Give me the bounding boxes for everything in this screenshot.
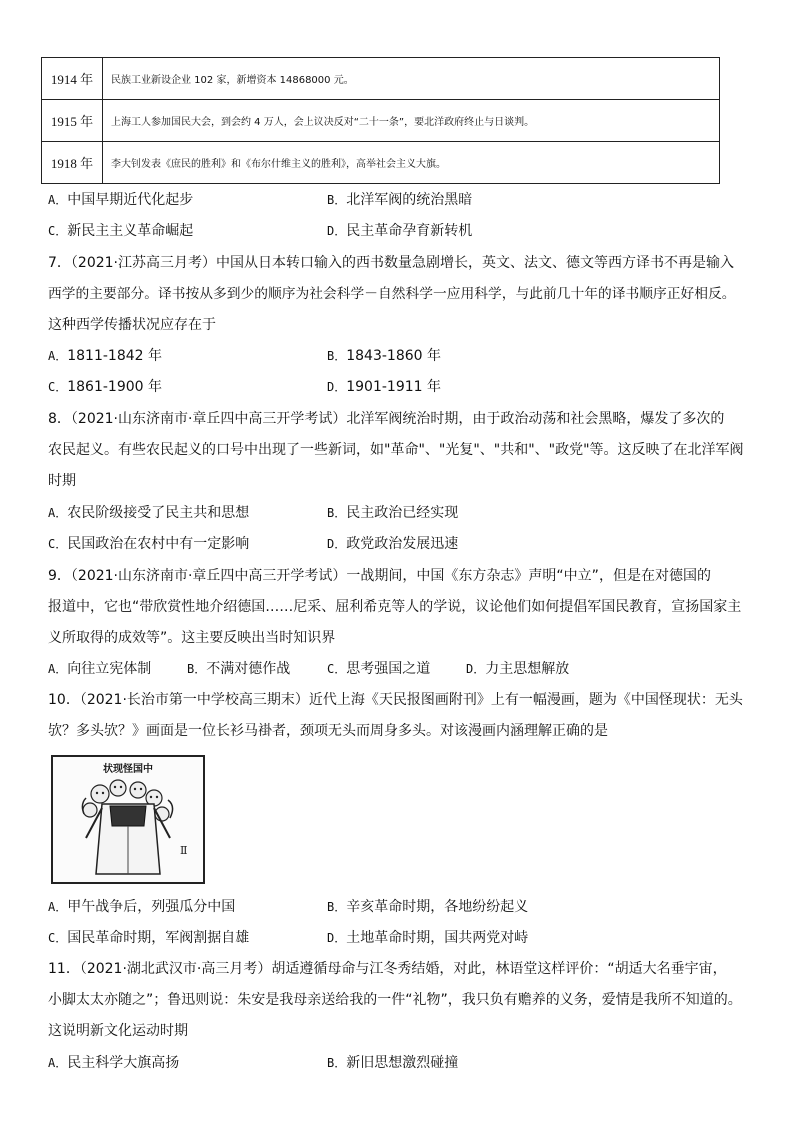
option-text: 中国早期近代化起步	[67, 192, 194, 208]
option-label: B．	[327, 193, 347, 207]
option-text: 不满对德作战	[206, 661, 291, 677]
option-text: 农民阶级接受了民主共和思想	[67, 505, 250, 521]
q7-stem-line1: 7．（2021·江苏高三月考）中国从日本转口输入的西书数量急剧增长，英文、法文、德文等西方译书不再是输入	[48, 255, 734, 271]
q10-option-c[interactable]	[48, 928, 249, 948]
cartoon-drawing	[50, 754, 206, 885]
table-year: 1915 年	[42, 100, 103, 142]
q7-stem-line3: 这种西学传播状况应存在于	[48, 317, 216, 333]
svg-text:Ⅱ: Ⅱ	[180, 844, 188, 857]
q9-stem-line1: 9．（2021·山东济南市·章丘四中高三开学考试）一战期间，中国《东方杂志》声明“中立”，但是在对德国的	[48, 568, 711, 584]
option-text: 1861-1900 年	[67, 379, 162, 395]
table-row	[42, 142, 720, 184]
q8-stem-line3: 时期	[48, 473, 76, 489]
option-label: A．	[48, 193, 68, 207]
table-row	[42, 58, 720, 100]
option-label: C．	[48, 931, 68, 945]
q8-option-b[interactable]	[327, 503, 458, 523]
table-year: 1918 年	[42, 142, 103, 184]
option-text: 国民革命时期，军阀割据自雄	[67, 930, 250, 946]
option-label: A．	[48, 662, 68, 676]
option-text: 土地革命时期，国共两党对峙	[346, 930, 529, 946]
q9-option-a[interactable]	[48, 659, 151, 679]
q8-stem-line1: 8．（2021·山东济南市·章丘四中高三开学考试）北洋军阀统治时期，由于政治动荡和社会黑略，爆发了多次的	[48, 411, 725, 427]
q7-option-d[interactable]	[327, 377, 441, 397]
option-text: 政党政治发展迅速	[346, 536, 459, 552]
option-text: 新民主主义革命崛起	[67, 223, 194, 239]
q6-option-d[interactable]	[327, 221, 472, 241]
q11-stem-line1: 11．（2021·湖北武汉市·高三月考）胡适遵循母命与江冬秀结婚，对此，林语堂这样评价：“胡适大名垂宇宙，	[48, 961, 727, 977]
table-year: 1914 年	[42, 58, 103, 100]
q11-stem-line2: 小脚太太亦随之”；鲁迅则说：朱安是我母亲送给我的一件“礼物”，我只负有赡养的义务，爱情是我所不知道的。	[48, 992, 742, 1008]
q10-option-b[interactable]	[327, 897, 528, 917]
option-text: 民国政治在农村中有一定影响	[67, 536, 250, 552]
q7-option-c[interactable]	[48, 377, 162, 397]
option-text: 甲午战争后，列强瓜分中国	[67, 899, 236, 915]
option-label: D．	[466, 662, 486, 676]
option-label: B．	[187, 662, 207, 676]
option-text: 北洋军阀的统治黑暗	[346, 192, 473, 208]
option-label: D．	[327, 380, 347, 394]
events-table	[41, 57, 720, 184]
table-text: 上海工人参加国民大会，到会约 4 万人，会上议决反对“二十一条”，要北洋政府终止与日谈判。	[103, 100, 720, 142]
option-text: 辛亥革命时期，各地纷纷起义	[346, 899, 529, 915]
q9-stem-line3: 义所取得的成效等”。这主要反映出当时知识界	[48, 630, 336, 646]
option-label: A．	[48, 349, 68, 363]
q10-option-a[interactable]	[48, 897, 235, 917]
option-label: C．	[327, 662, 347, 676]
option-label: B．	[327, 506, 347, 520]
q11-stem-line3: 这说明新文化运动时期	[48, 1023, 188, 1039]
option-label: B．	[327, 349, 347, 363]
q9-option-b[interactable]	[187, 659, 290, 679]
q8-option-a[interactable]	[48, 503, 249, 523]
q6-option-c[interactable]	[48, 221, 193, 241]
cartoon-image	[50, 754, 206, 885]
cartoon-caption: 状现怪国中	[103, 764, 153, 775]
q9-stem-line2: 报道中，它也“带欣赏性地介绍德国……尼采、屈利希克等人的学说，议论他们如何提倡军国民教育，宣扬国家主	[48, 599, 742, 615]
option-text: 1811-1842 年	[67, 348, 162, 364]
option-label: C．	[48, 380, 68, 394]
q8-stem-line2: 农民起义。有些农民起义的口号中出现了一些新词，如"革命"、"光复"、"共和"、"政党"等。这反映了在北洋军阀	[48, 442, 744, 458]
option-text: 民主科学大旗高扬	[67, 1055, 180, 1071]
q10-option-d[interactable]	[327, 928, 528, 948]
q7-option-a[interactable]	[48, 346, 162, 366]
q9-option-d[interactable]	[466, 659, 569, 679]
option-label: D．	[327, 224, 347, 238]
option-text: 民主革命孕育新转机	[346, 223, 473, 239]
option-text: 力主思想解放	[485, 661, 570, 677]
option-label: C．	[48, 224, 68, 238]
table-text: 李大钊发表《庶民的胜利》和《布尔什维主义的胜利》，高举社会主义大旗。	[103, 142, 720, 184]
q10-stem-line2: 欤？多头欤？》画面是一位长衫马褂者，颈项无头而周身多头。对该漫画内涵理解正确的是	[48, 723, 608, 739]
option-label: A．	[48, 506, 68, 520]
table-row	[42, 100, 720, 142]
option-label: A．	[48, 1056, 68, 1070]
option-label: D．	[327, 537, 347, 551]
jacket	[110, 806, 146, 826]
option-text: 思考强国之道	[346, 661, 431, 677]
option-text: 向往立宪体制	[67, 661, 152, 677]
option-label: C．	[48, 537, 68, 551]
q11-option-a[interactable]	[48, 1053, 179, 1073]
option-text: 1843-1860 年	[346, 348, 441, 364]
q11-option-b[interactable]	[327, 1053, 458, 1073]
option-label: D．	[327, 931, 347, 945]
q9-option-c[interactable]	[327, 659, 430, 679]
q8-option-d[interactable]	[327, 534, 458, 554]
option-label: B．	[327, 1056, 347, 1070]
q6-option-a[interactable]	[48, 190, 193, 210]
option-text: 新旧思想激烈碰撞	[346, 1055, 459, 1071]
option-text: 1901-1911 年	[346, 379, 441, 395]
option-text: 民主政治已经实现	[346, 505, 459, 521]
q8-option-c[interactable]	[48, 534, 249, 554]
q10-stem-line1: 10．（2021·长治市第一中学校高三期末）近代上海《天民报图画附刊》上有一幅漫画，题为《中国怪现状：无头	[48, 692, 743, 708]
q7-option-b[interactable]	[327, 346, 441, 366]
table-text: 民族工业新设企业 102 家，新增资本 14868000 元。	[103, 58, 720, 100]
q7-stem-line2: 西学的主要部分。译书按从多到少的顺序为社会科学－自然科学一应用科学，与此前几十年的译书顺序正好相反。	[48, 286, 736, 302]
q6-option-b[interactable]	[327, 190, 472, 210]
option-label: A．	[48, 900, 68, 914]
option-label: B．	[327, 900, 347, 914]
